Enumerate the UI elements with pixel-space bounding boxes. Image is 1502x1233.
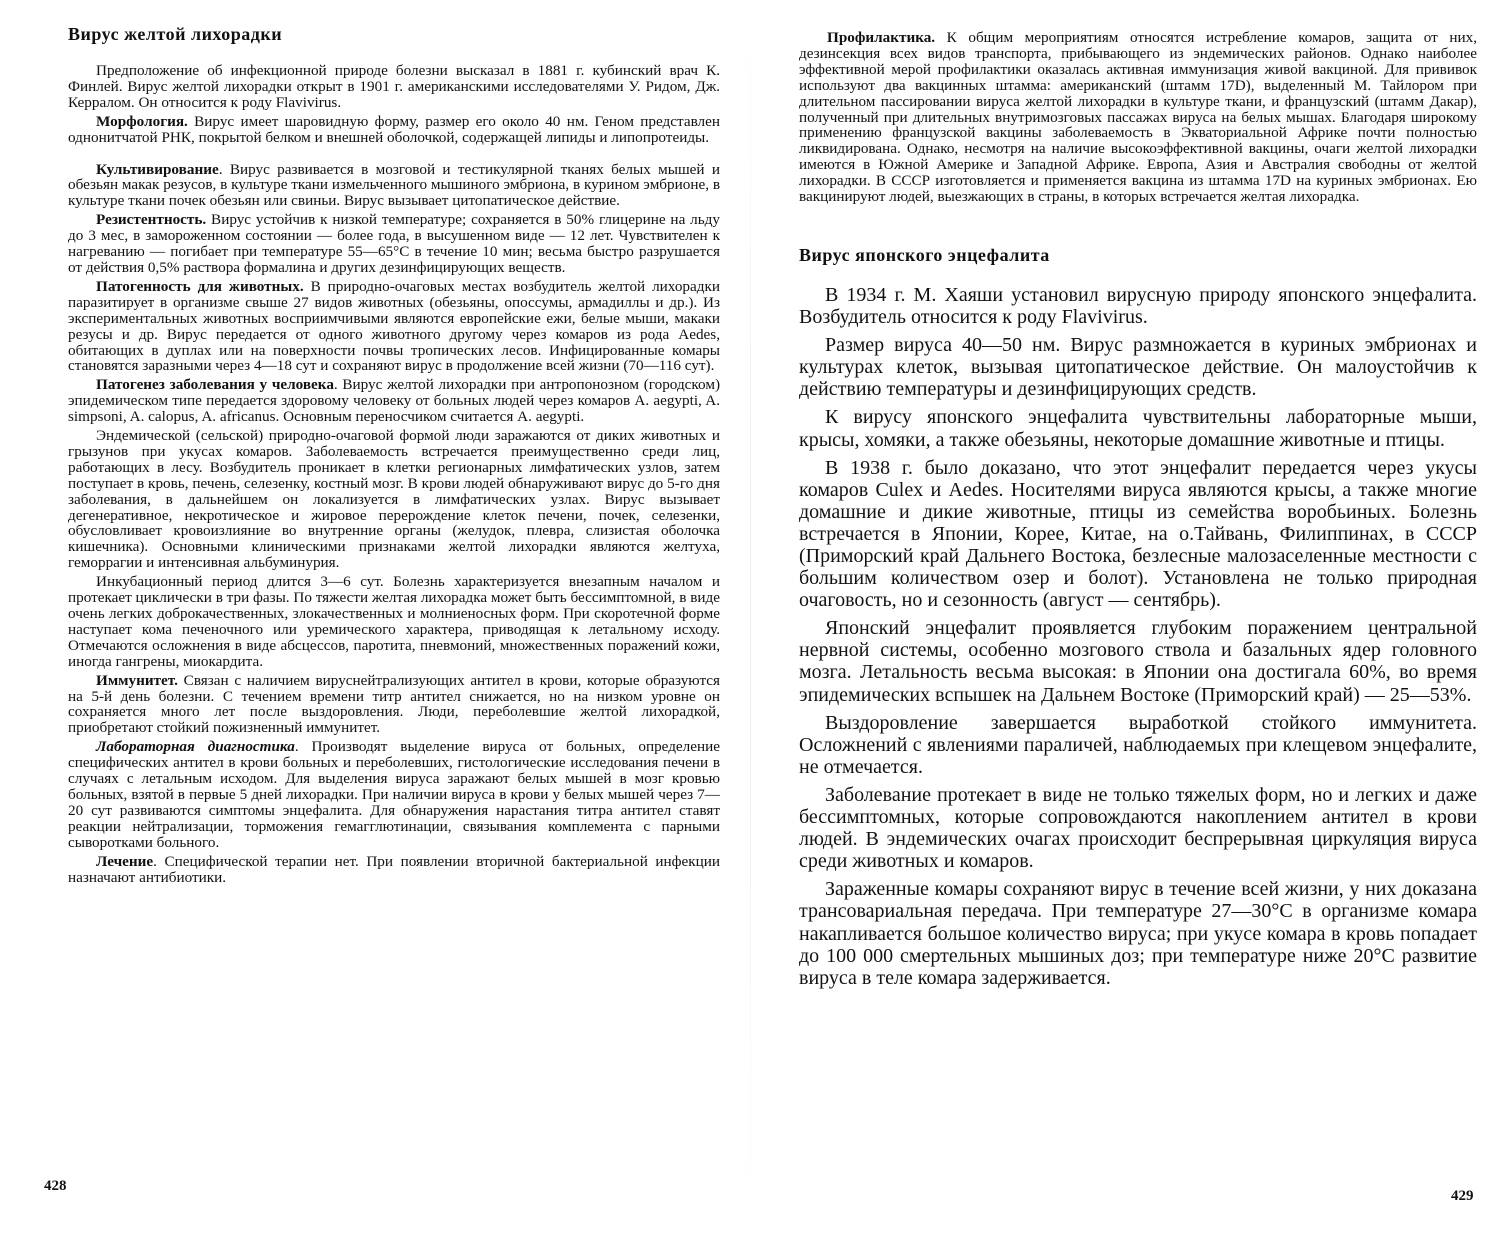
cultivation-paragraph [68,162,720,210]
je-paragraph: Заболевание протекает в виде не только тяжелых форм, но и легких и даже бессимптомных, которые сопровождаются накоплением антител в крови людей. В эндемических очагах происходит беспрерывная циркуляция вируса среди животных и комаров. [799,783,1477,873]
resistance-label: Резистентность. [96,211,207,229]
lab-diagnosis-text: . Производят выделение вируса от больных, определение специфических антител в крови больных и переболевших, гистологические исследования печени в случаях с летальным исходом. Для выделения вируса заражают белых мышей в мозг кровью больных, взятой в первые 5 дней лихорадки. При наличии вируса в крови у белых мышей через 7—20 сут развиваются симптомы энцефалита. Для обнаружения нарастания титра антител ставят реакции нейтрализации, торможения гемагглютинации, связывания комплемента с парными сыворотками больного. [68,738,720,851]
morphology-paragraph [68,114,720,146]
japanese-encephalitis-body [799,284,1477,989]
cultivation-text: . Вирус развивается в мозговой и тестикулярной тканях белых мышей и обезьян макак резусов, в культуре ткани измельченного мышиного эмбриона, в курином эмбрионе, в культуре ткани почек обезьян или свиньи. Вирус вызывает цитопатическое действие. [68,160,720,210]
resistance-text: Вирус устойчив к низкой температуре; сохраняется в 50% глицерине на льду до 3 мес, в замороженном состоянии — более года, в высушенном виде — 12 лет. Чувствителен к нагреванию — погибает при температуре 55—65°С в течение 10 мин; весьма быстро разрушается от действия 0,5% раствора формалина и других дезинфицирующих веществ. [68,211,720,276]
je-paragraph: В 1938 г. было доказано, что этот энцефалит передается через укусы комаров Culex и Aedes. Носителями вируса являются крысы, а также многие домашние и дикие животные, птицы из семейства воробьиных. Болезнь встречается в Японии, Корее, Китае, на о.Тайвань, Филиппинах, в СССР (Приморский край Дальнего Востока, безлесные малозаселенные местности с большим количеством озер и болот). Установлена не только природная очаговость, но и сезонность (август — сентябрь). [799,456,1477,612]
resistance-paragraph [68,212,720,276]
immunity-paragraph [68,673,720,737]
prophylaxis-text: К общим мероприятиям относятся истребление комаров, защита от них, дезинсекция всех видов транспорта, прибывающего из эндемических районов. Однако наиболее эффективной мерой профилактики оказалась активная иммунизация живой вакциной. Для прививок используют два вакцинных штамма: американский (штамм 17D), выделенный М. Тайлором при длительном пассировании вируса желтой лихорадки в культуре ткани, и французский (штамм Дакар), полученный при длительных внутримозговых пассажах вируса на белых мышах. Благодаря широкому применению французской вакцины заболеваемость в Экваториальной Африке почти полностью ликвидирована. Однако, несмотря на наличие высокоэффективной вакцины, очаги желтой лихорадки имеются в Южной Америке и Западной Африке. Европа, Азия и Австралия свободны от желтой лихорадки. В СССР изготовляется и применяется вакцина из штамма 17D на куриных эмбрионах. Ею вакцинируют людей, выезжающих в страны, в которых встречается желтая лихорадка. [799,29,1477,206]
cultivation-label: Культивирование [96,160,219,178]
je-paragraph: К вирусу японского энцефалита чувствительны лабораторные мыши, крысы, хомяки, а также обезьяны, некоторые домашние животные и птицы. [799,406,1477,451]
page-number-left: 428 [44,1178,67,1194]
right-column [799,30,1477,989]
je-paragraph: Зараженные комары сохраняют вирус в течение всей жизни, у них доказана трансовариальная передача. При температуре 27—30°С в организме комара накапливается большое количество вируса; при укусе комара в кровь попадает до 100 000 смертельных мышиных доз; при температуре ниже 20°С развитие вируса в теле комара задерживается. [799,878,1477,989]
incubation-paragraph: Инкубационный период длится 3—6 сут. Болезнь характеризуется внезапным началом и протекает циклически в три фазы. По тяжести желтая лихорадка может быть бессимптомной, в виде очень легких доброкачественных, злокачественных и молниеносных форм. При скоротечной форме наступает кома печеночного или уремического характера, приводящая к летальному исходу. Отмечаются осложнения в виде абсцессов, паротита, пневмоний, множественных поражений кожи, иногда гангрены, миокардита. [68,573,721,670]
immunity-label: Иммунитет. [96,671,178,689]
morphology-text: Вирус имеет шаровидную форму, размер его около 40 нм. Геном представлен однонитчатой РНК, покрытой белком и внешней оболочкой, содержащей липиды и липопротеиды. [68,112,720,146]
morphology-label: Морфология. [96,112,188,130]
treatment-paragraph [68,854,720,886]
lab-diagnosis-paragraph [68,739,720,850]
page-number-right: 429 [1451,1188,1474,1204]
treatment-label: Лечение [96,852,154,870]
animal-pathogenicity-paragraph [68,279,720,374]
animal-pathogenicity-label: Патогенность для животных. [96,277,304,295]
human-pathogenesis-text: . Вирус желтой лихорадки при антропонозном (городском) эпидемическом типе передается здоровому человеку от больных людей через комаров A. aegypti, A. simpsoni, A. calopus, A. africanus. Основным переносчиком считается A. aegypti. [68,376,720,426]
lab-diagnosis-label: Лабораторная диагностика [96,738,295,756]
treatment-text: . Специфической терапии нет. При появлении вторичной бактериальной инфекции назначают антибиотики. [68,852,720,886]
prophylaxis-label: Профилактика. [827,29,936,46]
right-page [751,0,1502,1233]
left-column [68,24,720,885]
human-pathogenesis-paragraph [68,377,720,425]
je-paragraph: Размер вируса 40—50 нм. Вирус размножается в куриных эмбрионах и культурах клеток, вызывая цитопатическое действие. Он малоустойчив к действию температуры и дезинфицирующих средств. [799,334,1477,401]
intro-paragraph: Предположение об инфекционной природе болезни высказал в 1881 г. кубинский врач К. Финлей. Вирус желтой лихорадки открыт в 1901 г. американскими исследователями У. Ридом, Дж. Керралом. Он относится к роду Flavivirus. [68,62,720,111]
section-title-japanese-encephalitis: Вирус японского энцефалита [799,244,1050,265]
prophylaxis-paragraph [799,30,1477,205]
je-paragraph: Японский энцефалит проявляется глубоким поражением центральной нервной системы, особенно мозгового ствола и базальных ядер головного мозга. Летальность весьма высокая: в Японии она достигала 60%, во время эпидемических вспышек на Дальнем Востоке (Приморский край) — 25—53%. [799,617,1477,706]
animal-pathogenicity-text: В природно-очаговых местах возбудитель желтой лихорадки паразитирует в организме свыше 27 видов животных (обезьяны, опоссумы, армадиллы и др.). Из экспериментальных животных восприимчивыми являются европейские ежи, белые мыши, макаки резусы и др. Вирус передается от одного животного другому через комаров из рода Aedes, обитающих в дуплах или на поверхности почвы тропических лесов. Инфицированные комары становятся заразными через 4—18 сут и сохраняют вирус в продолжение всей жизни (70—116 сут). [68,277,720,375]
human-pathogenesis-label: Патогенез заболевания у человека [96,376,334,394]
je-paragraph: Выздоровление завершается выработкой стойкого иммунитета. Осложнений с явлениями параличей, наблюдаемых при клещевом энцефалите, не отмечается. [799,711,1477,778]
endemic-paragraph: Эндемической (сельской) природно-очаговой формой люди заражаются от диких животных и грызунов при укусах комаров. Заболеваемость встречается преимущественно среди лиц, работающих в лесу. Возбудитель проникает в клетки регионарных лимфатических узлов, затем поступает в кровь, печень, селезенку, костный мозг. В крови людей обнаруживают вирус до 5-го дня заболевания, в дальнейшем он локализуется в лимфатических узлах. Вирус вызывает дегенеративное, некротическое и жировое перерождение клеток печени, почек, селезенки, обусловливает кровоизлияние во внутренние органы (желудок, плевра, слизистая оболочка кишечника). Основными клиническими признаками желтой лихорадки являются желтуха, геморрагии и интенсивная альбуминурия. [68,427,720,572]
je-paragraph: В 1934 г. М. Хаяши установил вирусную природу японского энцефалита. Возбудитель относится к роду Flavivirus. [799,283,1477,329]
section-title-yellow-fever: Вирус желтой лихорадки [68,24,283,44]
immunity-text: Связан с наличием вируснейтрализующих антител в крови, которые образуются на 5-й день болезни. С течением времени титр антител снижается, но на низком уровне он сохраняется много лет после выздоровления. Люди, переболевшие желтой лихорадкой, приобретают стойкий пожизненный иммунитет. [68,671,720,737]
